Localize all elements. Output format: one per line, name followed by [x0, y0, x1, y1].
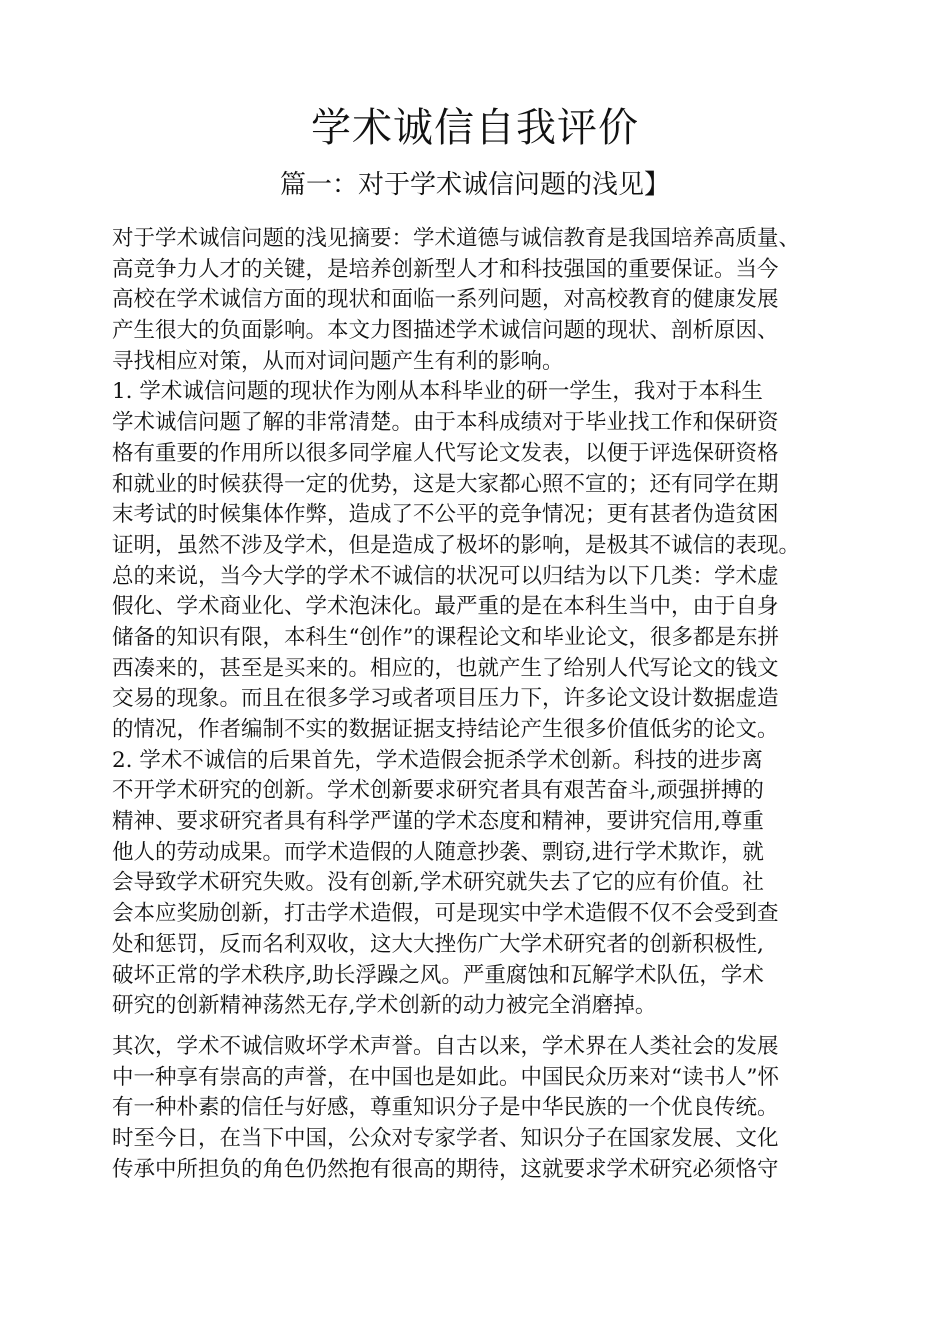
text-line: 末考试的时候集体作弊，造成了不公平的竞争情况；更有甚者伪造贫困 — [112, 502, 779, 528]
text-line: 有一种朴素的信任与好感，尊重知识分子是中华民族的一个优良传统。 — [112, 1095, 779, 1121]
text-line: 证明，虽然不涉及学术，但是造成了极坏的影响，是极其不诚信的表现。 — [112, 532, 801, 558]
text-line: 会本应奖励创新，打击学术造假，可是现实中学术造假不仅不会受到查 — [112, 901, 779, 927]
section-heading-line: 1. 学术诚信问题的现状作为刚从本科毕业的研一学生，我对于本科生 — [112, 379, 763, 405]
text-line: 他人的劳动成果。而学术造假的人随意抄袭、剽窃,进行学术欺诈，就 — [112, 839, 764, 865]
text-line: 高校在学术诚信方面的现状和面临一系列问题，对高校教育的健康发展 — [112, 287, 779, 313]
text-line: 和就业的时候获得一定的优势，这是大家都心照不宣的；还有同学在期 — [112, 471, 779, 497]
text-line: 处和惩罚，反而名利双收，这大大挫伤广大学术研究者的创新积极性, — [112, 931, 764, 957]
text-line: 西凑来的，甚至是买来的。相应的，也就产生了给别人代写论文的钱文 — [112, 655, 779, 681]
text-line: 寻找相应对策，从而对词问题产生有利的影响。 — [112, 348, 564, 374]
text-line: 时至今日，在当下中国，公众对专家学者、知识分子在国家发展、文化 — [112, 1125, 779, 1151]
text-line: 其次，学术不诚信败坏学术声誉。自古以来，学术界在人类社会的发展 — [112, 1033, 779, 1059]
text-line: 的情况，作者编制不实的数据证据支持结论产生很多价值低劣的论文。 — [112, 717, 779, 742]
text-line: 交易的现象。而且在很多学习或者项目压力下，许多论文设计数据虚造 — [112, 686, 779, 712]
text-line: 研究的创新精神荡然无存,学术创新的动力被完全消磨掉。 — [112, 993, 657, 1019]
text-line: 总的来说，当今大学的学术不诚信的状况可以归结为以下几类：学术虚 — [112, 563, 779, 589]
text-line: 精神、要求研究者具有科学严谨的学术态度和精神，要讲究信用,尊重 — [112, 809, 764, 835]
text-line: 会导致学术研究失败。没有创新,学术研究就失去了它的应有价值。社 — [112, 870, 764, 896]
document-subtitle: 篇一：对于学术诚信问题的浅见】 — [279, 170, 670, 200]
text-line: 传承中所担负的角色仍然抱有很高的期待，这就要求学术研究必须恪守 — [112, 1156, 779, 1182]
text-line: 产生很大的负面影响。本文力图描述学术诚信问题的现状、剖析原因、 — [112, 318, 779, 344]
section-heading-line: 2. 学术不诚信的后果首先，学术造假会扼杀学术创新。科技的进步离 — [112, 747, 763, 773]
document-title: 学术诚信自我评价 — [311, 105, 639, 151]
text-line: 储备的知识有限，本科生“创作”的课程论文和毕业论文，很多都是东拼 — [112, 624, 779, 650]
text-line: 破坏正常的学术秩序,助长浮躁之风。严重腐蚀和瓦解学术队伍，学术 — [112, 962, 764, 988]
text-line: 高竞争力人才的关键，是培养创新型人才和科技强国的重要保证。当今 — [112, 256, 779, 282]
text-line: 假化、学术商业化、学术泡沫化。最严重的是在本科生当中，由于自身 — [112, 594, 779, 620]
text-line: 中一种享有崇高的声誉，在中国也是如此。中国民众历来对“读书人”怀 — [112, 1064, 779, 1090]
text-line: 不开学术研究的创新。学术创新要求研究者具有艰苦奋斗,顽强拼搏的 — [112, 778, 764, 804]
text-line: 对于学术诚信问题的浅见摘要：学术道德与诚信教育是我国培养高质量、 — [112, 226, 801, 251]
paragraph-gap — [112, 1022, 872, 1032]
text-line: 格有重要的作用所以很多同学雇人代写论文发表，以便于评选保研资格 — [112, 440, 779, 466]
text-line: 学术诚信问题了解的非常清楚。由于本科成绩对于毕业找工作和保研资 — [112, 410, 779, 436]
document-body — [112, 224, 872, 1185]
